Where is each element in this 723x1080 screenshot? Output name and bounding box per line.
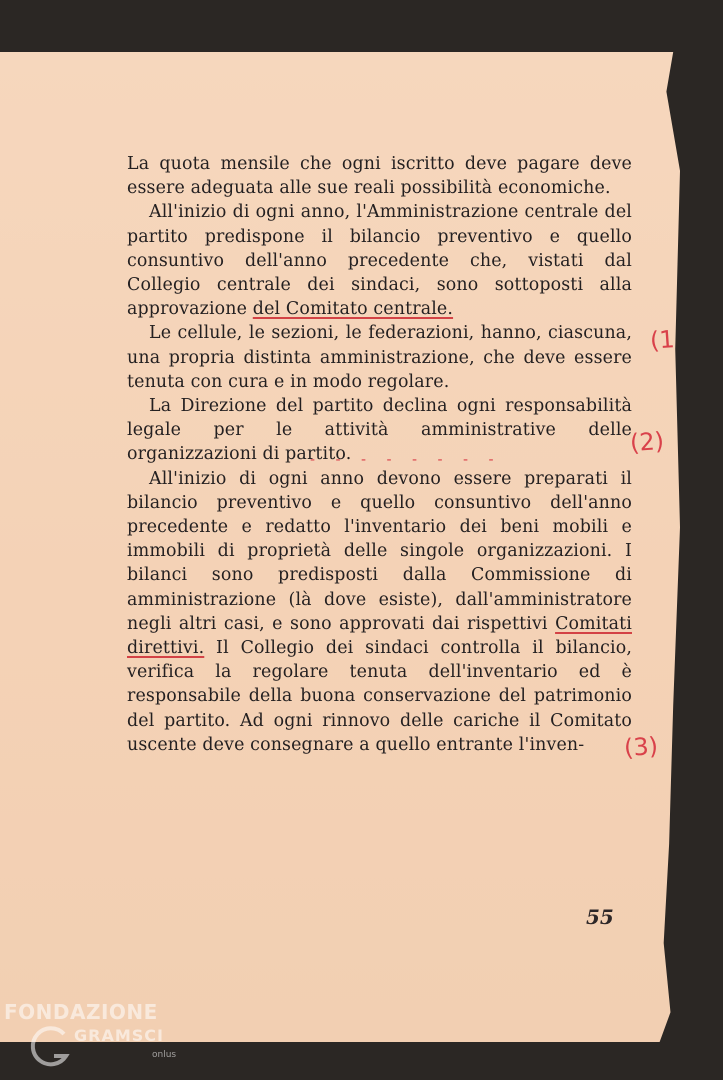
margin-note-1: (1 — [649, 325, 676, 355]
watermark-line-3: onlus — [152, 1050, 177, 1060]
watermark-line-1: FONDAZIONE — [4, 1000, 158, 1024]
underlined-text: Comitati direttivi. — [127, 613, 632, 659]
paragraph-text: La quota mensile che ogni iscritto deve pagare deve essere adeguata alle sue reali possibilità economiche. — [127, 154, 632, 199]
paragraph — [127, 200, 632, 321]
margin-note-3: (3) — [623, 731, 659, 763]
paragraph-text: La Direzione del partito declina ogni responsabilità legale per le attività amministrative delle organizzazioni di partito. — [127, 396, 632, 465]
paragraph — [127, 321, 632, 394]
paragraph — [127, 152, 632, 200]
paragraph-text: Il Collegio dei sindaci controlla il bilancio, verifica la regolare tenuta dell'inventario ed è responsabile della buona conservazione del patrimonio del partito. Ad ogni rinnovo delle cariche il Comitato uscente deve consegnare a quello entrante l'inven- — [127, 638, 632, 755]
watermark-logo-icon — [24, 1022, 74, 1072]
underlined-text: del Comitato centrale. — [252, 299, 454, 320]
page-number: 55 — [586, 905, 614, 929]
paragraph — [127, 467, 632, 757]
watermark-line-2: GRAMSCI — [74, 1026, 164, 1045]
handwritten-dashes: - - - - - - - - — [310, 452, 502, 468]
paragraph-text: All'inizio di ogni anno, l'Amministrazione centrale del partito predispone il bilancio preventivo e quello consuntivo dell'anno precedente che, vistati dal Collegio centrale dei sindaci, sono sottoposti alla approvazione — [127, 202, 632, 320]
paragraph-text: Le cellule, le sezioni, le federazioni, hanno, ciascuna, una propria distinta amministrazione, che deve essere tenuta con cura e in modo regolare. — [127, 323, 632, 392]
fondazione-gramsci-watermark — [4, 996, 204, 1076]
paragraph-text: All'inizio di ogni anno devono essere preparati il bilancio preventivo e quello consuntivo dell'anno precedente e redatto l'inventario dei beni mobili e immobili di proprietà delle singole organizzazioni. I bilanci sono predisposti dalla Commissione di amministrazione (là dove esiste), dall'amministratore negli altri casi, e sono approvati dai rispettivi — [127, 468, 632, 634]
margin-note-2: (2) — [629, 426, 665, 458]
